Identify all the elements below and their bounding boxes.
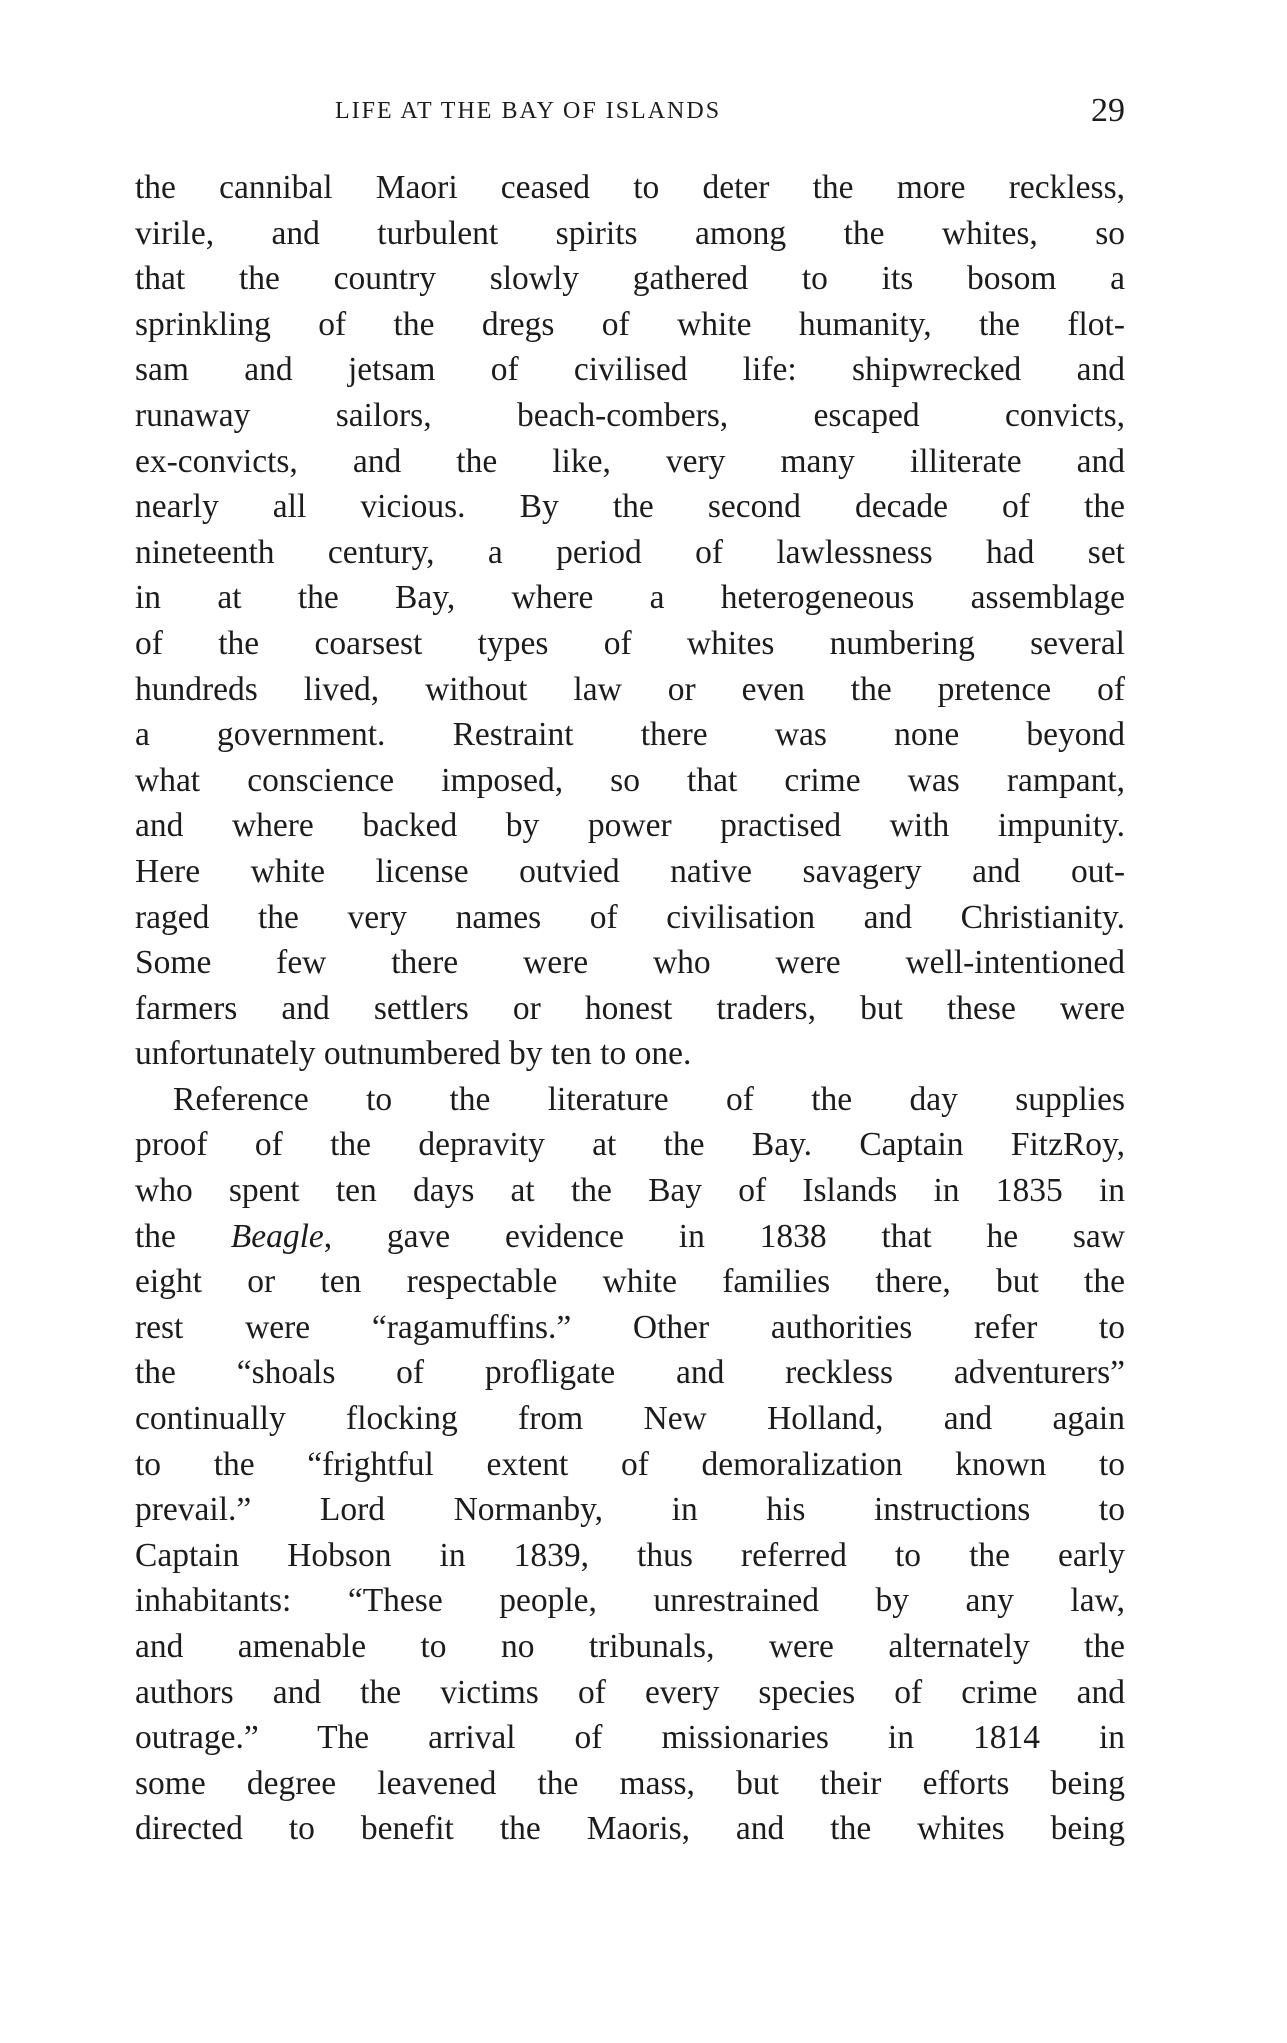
text-line: proof of the depravity at the Bay. Captain FitzRoy, [135, 1126, 1125, 1164]
text-line: of the coarsest types of whites numbering several [135, 624, 1125, 662]
text-line: eight or ten respectable white families there, but the [135, 1263, 1125, 1301]
text-line: runaway sailors, beach-combers, escaped convicts, [135, 396, 1125, 434]
text-line: Some few there were who were well-intentioned [135, 944, 1125, 982]
text-line: nearly all vicious. By the second decade of the [135, 488, 1125, 526]
text-line: sprinkling of the dregs of white humanity, the flot- [135, 305, 1125, 343]
text-line: hundreds lived, without law or even the pretence of [135, 670, 1125, 708]
text-line: unfortunately outnumbered by ten to one. [135, 1035, 692, 1073]
text-line: outrage.” The arrival of missionaries in 1814 in [135, 1719, 1125, 1757]
text-line: Reference to the literature of the day supplies [173, 1080, 1125, 1118]
text-line: virile, and turbulent spirits among the whites, so [135, 214, 1125, 252]
text-line: continually flocking from New Holland, and again [135, 1400, 1125, 1438]
ship-name: Beagle [230, 1217, 324, 1255]
text-line: nineteenth century, a period of lawlessness had set [135, 533, 1125, 571]
text-line: ex-convicts, and the like, very many illiterate and [135, 442, 1125, 480]
text-line: sam and jetsam of civilised life: shipwrecked and [135, 351, 1125, 389]
text-line: the cannibal Maori ceased to deter the more reckless, [135, 169, 1125, 206]
text-line: a government. Restraint there was none beyond [135, 716, 1125, 754]
text-line: farmers and settlers or honest traders, but these were [135, 989, 1125, 1027]
running-header [135, 92, 1125, 132]
text-line: in at the Bay, where a heterogeneous assemblage [135, 579, 1125, 617]
text-line: Captain Hobson in 1839, thus referred to the early [135, 1536, 1125, 1574]
text-line: to the “frightful extent of demoralization known to [135, 1445, 1125, 1483]
running-title: LIFE AT THE BAY OF ISLANDS [335, 98, 722, 124]
text-line-with-ship-name [135, 1214, 1125, 1260]
page-number: 29 [1091, 92, 1125, 129]
text-line: directed to benefit the Maoris, and the whites being [135, 1810, 1125, 1848]
text-line: and where backed by power practised with impunity. [135, 807, 1125, 845]
text-line: authors and the victims of every species of crime and [135, 1673, 1125, 1711]
text-line: that the country slowly gathered to its bosom a [135, 260, 1125, 298]
text-line: rest were “ragamuffins.” Other authorities refer to [135, 1308, 1125, 1346]
text-segment: , gave evidence in 1838 that he saw [323, 1217, 1125, 1255]
body-text [135, 165, 1125, 1852]
text-line: some degree leavened the mass, but their efforts being [135, 1764, 1125, 1802]
text-line: what conscience imposed, so that crime was rampant, [135, 761, 1125, 799]
text-segment: the [135, 1217, 231, 1255]
text-line: raged the very names of civilisation and Christianity. [135, 898, 1125, 936]
text-line: the “shoals of profligate and reckless adventurers” [135, 1354, 1125, 1392]
text-line: and amenable to no tribunals, were alternately the [135, 1628, 1125, 1665]
text-line: prevail.” Lord Normanby, in his instructions to [135, 1491, 1125, 1529]
text-line: Here white license outvied native savagery and out- [135, 852, 1125, 890]
text-line: who spent ten days at the Bay of Islands in 1835 in [135, 1172, 1125, 1210]
text-line: inhabitants: “These people, unrestrained by any law, [135, 1582, 1125, 1620]
